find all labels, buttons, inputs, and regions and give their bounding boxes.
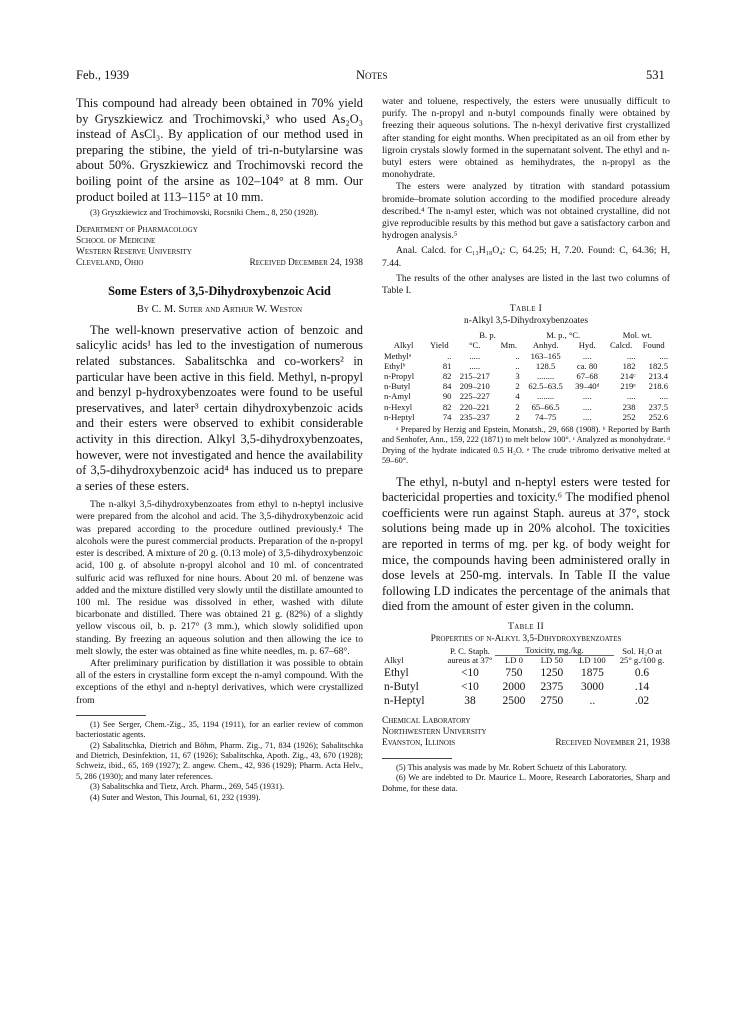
analysis-paragraph: The esters were analyzed by titration with standard potassium bromide–bromate solution according to the modified procedure already described.⁴ The n-amyl ester, which was not obtained crystalline, did not give reproducible results by this method but gave a satisfactory carbon and hydrogen analysis.⁵ [382,181,670,242]
table-cell: 220–221 [459,401,490,412]
table-cell: 235–237 [459,411,490,422]
column-subheader: LD 50 [540,655,563,666]
column-header: Toxicity, mg./kg. [495,646,614,656]
table-cell: 38 [464,694,476,707]
address-line: Department of Pharmacology [76,224,198,235]
table-cell: 2 [515,381,520,392]
table-cell: 252 [622,411,636,422]
footnote-rule [76,715,146,716]
column-header: Calcd. [610,340,633,351]
table-cell: n-Hexyl [384,401,413,412]
table-group-header: Mol. wt. [622,330,653,341]
received-date: Received November 21, 1938 [555,738,670,749]
table-cell: 225–227 [459,391,490,402]
table-row [382,371,670,381]
table-cell: .... [582,391,592,402]
address-line: Western Reserve University [76,247,192,258]
body-paragraph: The well-known preservative action of benzoic and salicylic acids¹ has led to the investigation of numerous related substances. Sabalitschka and co-workers² in particular have been active in this field. Methyl, n-propyl and benzyl p-hydroxybenzoates were found to be useful preservatives, and later³ certain dihydroxybenzoic acids and their esters were observed to exhibit considerable activity in this direction. Alkyl 3,5-dihydroxybenzoates, however, were not investigated and hence the availability of 3,5-dihydroxybenzoic acid⁴ has induced us to prepare a series of these esters. [76,322,363,493]
table-row [382,680,670,694]
table-cell: 252.6 [648,411,668,422]
body-paragraph: The results of the other analyses are listed in the last two columns of Table I. [382,272,670,297]
table-cell: 3 [515,371,520,382]
table-cell: 215–217 [459,371,490,382]
table-cell: ..... [469,350,481,361]
table-cell: 182.5 [648,360,668,371]
table-cell: .... [582,350,592,361]
table-header-row [382,340,670,350]
table-cell: Methylᵃ [384,350,412,361]
table-cell: Ethyl [384,666,409,679]
column-header: Alkyl [393,340,414,351]
table-cell: 84 [442,381,452,392]
left-column [76,96,363,803]
address-block-right [382,716,670,750]
footnote-6: (6) We are indebted to Dr. Maurice L. Moore, Research Laboratories, Sharp and Dohme, for these data. [382,773,670,793]
footnote-1: (1) See Serger, Chem.-Zig., 35, 1194 (1911), for an earlier review of common bacteriostatic agents. [76,719,363,740]
table-cell: 74–75 [534,411,557,422]
table-cell: 163–165 [530,350,561,361]
table-cell: 82 [442,371,452,382]
table-cell: .... [659,350,668,361]
running-header-section: Notes [356,68,388,82]
table-row [382,391,670,401]
table-row [382,361,670,371]
table-row [382,381,670,391]
address-block-left [76,225,363,270]
table-cell: ........ [537,371,555,382]
table-cell: .. [589,694,596,707]
table-cell: ca. 80 [576,360,598,371]
table-2-caption: Table II [507,621,545,633]
footnote-2: (2) Sabalitschka, Dietrich and Böhm, Pharm. Zig., 71, 834 (1926); Sabalitschka and Dietrich, Desinfektion, 11, 67 (1926); Sabalitschka, Apoth. Zig., 43, 670 (1928); Schweiz, ibid., 65, 169 (1927); Z. angew. Chem., 42, 936 (1929); Pharm. Acta Helv., 5, 286 (1930); and many later references. [76,740,363,781]
page-number: 531 [646,68,665,82]
table-cell: 750 [505,666,523,679]
table-cell: n-Heptyl [384,411,415,422]
table-cell: 81 [442,360,452,371]
table-cell: .. [515,350,520,361]
column-subheader: LD 0 [504,655,523,666]
table-cell: <10 [461,680,479,693]
table-cell: 3000 [581,680,604,693]
footnote-rule [382,758,452,759]
table-cell: n-Propyl [384,371,415,382]
table-cell: .... [659,391,668,402]
analysis-result: Anal. Calcd. for C₁₃H₁₈O₄: C, 64.25; H, 7.20. Found: C, 64.36; H, 7.44. [382,245,670,269]
table-cell: 90 [442,391,452,402]
address-city: Cleveland, Ohio [76,258,144,269]
table-cell: n-Amyl [384,391,411,402]
table-header-row [382,646,670,656]
table-2-body [382,666,670,708]
footnote-5: (5) This analysis was made by Mr. Robert Schuetz of this Laboratory. [396,762,627,772]
table-cell: 218.6 [648,381,668,392]
intro-paragraph: This compound had already been obtained in 70% yield by Gryszkiewicz and Trochimovski,³ who used As₂O₃ instead of AsCl₃. By application of our method used in preparing the stibine, the yield of tri-n-butylarsine was about 50%. Gryszkiewicz and Trochimovski record the boiling point of the arsine as 102–104° at 8 mm. Our product boiled at 113–115° at 10 mm. [76,96,363,204]
column-header: Yield [430,340,449,351]
table-1-caption: Table I [509,303,543,315]
table-cell: Ethylᵇ [384,360,406,371]
column-header: Alkyl [384,655,404,666]
column-header: Sol. H₂O at 25° g./100 g. [619,646,665,666]
table-1-body [382,351,670,422]
table-2-title: Properties of n-Alkyl 3,5-Dihydroxybenzoates [430,634,622,645]
table-cell: 214ᶜ [620,371,636,382]
column-header: Mm. [500,340,518,351]
column-header: P. C. Staph. aureus at 37° [447,646,493,666]
table-cell: 2375 [540,680,564,693]
address-city: Evanston, Illinois [382,738,456,749]
table-cell: 2 [515,401,520,412]
table-group-header: B. p. [479,330,496,341]
table-cell: .... [582,401,592,412]
table-cell: 182 [622,360,636,371]
table-cell: 237.5 [648,401,668,412]
table-cell: .... [582,411,592,422]
body-paragraph: water and toluene, respectively, the esters were unusually difficult to purify. The n-propyl and n-butyl compounds finally were obtained by freezing their aqueous solutions. The n-hexyl derivative first crystallized after standing for eight months. When precipitated as an oil from ether by ligroin crystals slowly formed in the supernatant solvent. The ethyl and n-butyl esters were obtained as hemihydrates, the n-propyl as the monohydrate. [382,96,670,181]
address-line: Chemical Laboratory [382,715,471,726]
table-cell: 209–210 [459,381,490,392]
table-cell: .... [626,350,636,361]
table-cell: n-Butyl [384,381,411,392]
table-cell: 238 [622,401,636,412]
body-paragraph: The ethyl, n-butyl and n-heptyl esters were tested for bactericidal properties and toxicity.⁶ The modified phenol coefficients were run against Staph. aureus at 37°, stock solutions being made up in 20% alcohol. The toxicities are reported in terms of mg. per kg. of body weight for mice, the compounds having been administered orally in dose levels at 250-mg. intervals. In Table II the value following LD indicates the percentage of the animals that died from the amount of ester given in the column. [382,474,670,614]
footnote-3: (3) Sabalitschka and Tietz, Arch. Pharm., 269, 545 (1931). [90,782,285,792]
table-cell: ........ [537,391,555,402]
table-cell: 65–66.5 [531,401,560,412]
table-cell: 2500 [502,694,526,707]
table-cell: .. [515,360,520,371]
experimental-paragraph: After preliminary purification by distillation it was possible to obtain all of the esters in crystalline form except the n-amyl compound. With the exceptions of the ethyl and n-heptyl derivatives, which were crystallized from [76,657,363,706]
table-cell: <10 [461,666,479,679]
table-cell: .... [626,391,636,402]
running-header-date: Feb., 1939 [76,68,130,82]
table-cell: .14 [634,680,650,693]
table-2 [382,646,670,708]
table-cell: 2 [515,411,520,422]
table-cell: 62.5–63.5 [528,381,563,392]
table-cell: n-Butyl [384,680,419,693]
table-cell: 1250 [540,666,564,679]
table-1-footnotes: ᵃ Prepared by Herzig and Epstein, Monatsh., 29, 668 (1908). ᵇ Reported by Barth and Senhofer, Ann., 159, 222 (1871) to melt below 100°. ᶜ Analyzed as monohydrate. ᵈ Drying of the hydrate indicated 0.5 H₂O. ᵉ The crude tribromo derivative melted at 59–60°. [382,425,670,466]
table-cell: 219ᵉ [620,381,636,392]
table-cell: 74 [442,411,452,422]
table-cell: 4 [515,391,520,402]
footnote-4: (4) Suter and Weston, This Journal, 61, 232 (1939). [90,792,261,802]
table-cell: 128.5 [535,360,556,371]
table-cell: 1875 [581,666,604,679]
table-row [382,412,670,422]
table-cell: .02 [634,694,650,707]
column-subheader: LD 100 [579,655,606,666]
table-cell: 2750 [540,694,564,707]
address-line: Northwestern University [382,727,487,738]
table-cell: 213.4 [648,371,668,382]
table-cell: .. [447,350,452,361]
table-cell: 2000 [502,680,526,693]
table-row [382,694,670,708]
right-column [382,96,670,794]
address-line: School of Medicine [76,235,156,246]
table-1-title: n-Alkyl 3,5-Dihydroxybenzoates [464,316,588,327]
table-cell: 0.6 [634,666,650,679]
received-date: Received December 24, 1938 [249,258,363,269]
column-header: °C. [469,340,481,351]
table-row [382,402,670,412]
table-1 [382,330,670,422]
article-title: Some Esters of 3,5-Dihydroxybenzoic Acid [108,283,331,298]
table-cell: 67–68 [576,371,598,382]
table-cell: n-Heptyl [384,694,425,707]
column-header: Found [642,340,665,351]
table-group-header-row [382,330,670,340]
table-cell: 39–40ᵈ [575,381,600,392]
column-header: Anhyd. [532,340,559,351]
table-group-header: M. p., °C. [546,330,581,341]
table-cell: 82 [442,401,452,412]
experimental-paragraph: The n-alkyl 3,5-dihydroxybenzoates from ethyl to n-heptyl inclusive were prepared from the alcohol and acid. The 3,5-dihydroxybenzoic acid was prepared according to the procedure outlined previously.⁴ The alcohols were the purest commercial products. Preparation of the n-propyl ester is described. A mixture of 20 g. (0.13 mole) of 3,5-dihydroxybenzoic acid, 100 g. of absolute n-propyl alcohol and 10 ml. of concentrated sulfuric acid was refluxed for nine hours. About 20 ml. of benzene was added and the mixture distilled very slowly until the distillate amounted to 100 ml. The residue was dissolved in ether, washed with dilute bicarbonate and distilled. There was obtained 21 g. (82%) of a slightly yellow viscous oil, b. p. 217° (3 mm.), which slowly solidified upon standing. By freezing an aqueous solution and then allowing the ice to melt slowly, the ester was obtained as fine white needles, m. p. 67–68°. [76,499,363,657]
table-row [382,351,670,361]
article-byline: By C. M. Suter and Arthur W. Weston [136,303,303,315]
table-cell: ..... [469,360,481,371]
column-header: Hyd. [578,340,596,351]
footnote-3-previous: (3) Gryszkiewicz and Trochimovski, Rocsniki Chem., 8, 250 (1928). [90,208,319,218]
table-row [382,666,670,680]
